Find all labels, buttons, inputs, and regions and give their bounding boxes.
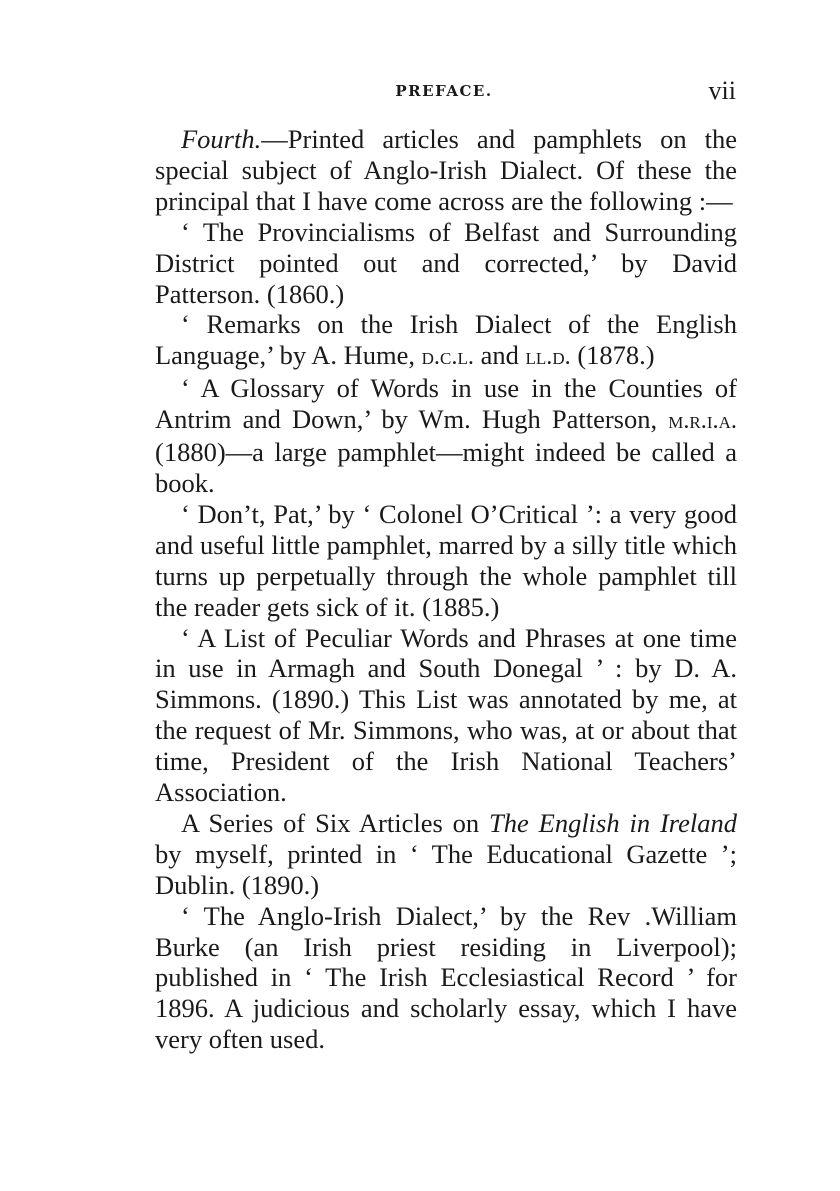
- page-number: vii: [708, 76, 736, 105]
- paragraph-text: A Series of Six Articles on: [181, 807, 490, 838]
- paragraph-text: (1880)—a large pamphlet—might indeed be called a book.: [155, 437, 737, 498]
- paragraph-text: ‘ The Provincialisms of Belfast and Surrounding District pointed out and corrected,’ by David Patterson. (1860.): [155, 216, 737, 309]
- body-text: [155, 124, 737, 1055]
- paragraph-anglo-irish: [155, 901, 737, 1056]
- degree-abbrev: d.c.l.: [421, 343, 474, 371]
- paragraph-text: (1878.): [570, 340, 655, 371]
- paragraph-list: [155, 623, 737, 808]
- paragraph-text: —Printed articles and pamphlets on the special subject of Anglo-Irish Dialect. Of these the principal that I have come across are the following :—: [155, 124, 737, 216]
- paragraph-text: and: [473, 340, 526, 371]
- paragraph-text: ‘ A Glossary of Words in use in the Counties of Antrim and Down,’ by Wm. Hugh Patterson,: [155, 373, 737, 435]
- paragraph-provincialisms: [155, 217, 737, 310]
- paragraph-text: ‘ The Anglo-Irish Dialect,’ by the Rev .William Burke (an Irish priest residing in Liverpool); published in ‘ The Irish Ecclesiastical Record ’ for 1896. A judicious and scholarly essay, which I have very often used.: [155, 900, 737, 1055]
- degree-abbrev: ll.d.: [525, 343, 571, 371]
- italic-title: The English in Ireland: [489, 807, 737, 838]
- paragraph-remarks: [155, 309, 737, 373]
- paragraph-text: ‘ Remarks on the Irish Dialect of the English Language,’ by A. Hume,: [155, 309, 737, 371]
- paragraph-text: ‘ A List of Peculiar Words and Phrases at one time in use in Armagh and South Donegal ’ : by D. A. Simmons. (1890.) This List was annotated by me, at the request of Mr. Simmons, who was, at or about that time, President of the Irish National Teachers’ Association.: [155, 622, 737, 808]
- paragraph-glossary: [155, 373, 737, 499]
- paragraph-series: [155, 808, 737, 901]
- running-head: PREFACE.: [395, 82, 493, 100]
- paragraph-dont-pat: [155, 499, 737, 623]
- paragraph-fourth: [155, 124, 737, 217]
- paragraph-text: ‘ Don’t, Pat,’ by ‘ Colonel O’Critical ’: a very good and useful little pamphlet, marred by a silly title which turns up perpetually through the whole pamphlet till the reader gets sick of it. (1885.): [155, 498, 737, 622]
- page-header: [152, 76, 736, 108]
- lead-italic: Fourth.: [181, 124, 262, 154]
- degree-abbrev: m.r.i.a.: [668, 407, 737, 435]
- paragraph-text: by myself, printed in ‘ The Educational Gazette ’; Dublin. (1890.): [155, 838, 737, 900]
